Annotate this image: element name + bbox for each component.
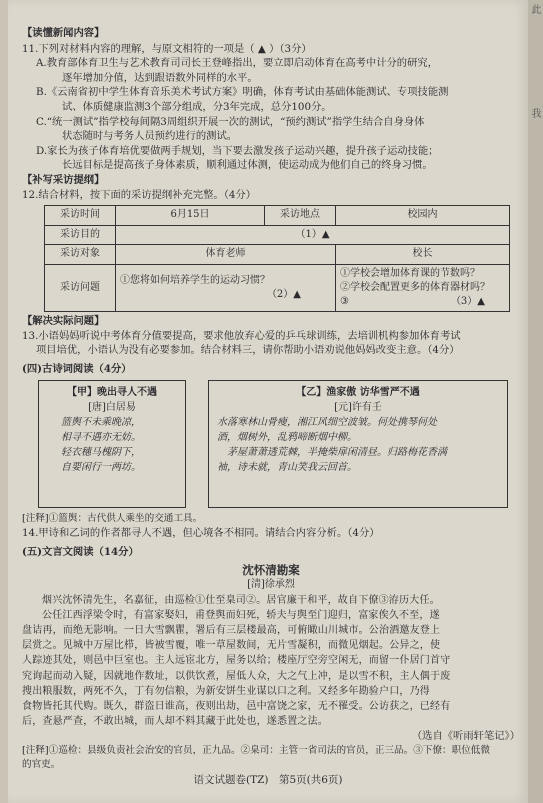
question-14: 14.甲诗和乙词的作者都寻人不遇，但心境各不相同。请结合内容分析。（4分） (22, 527, 380, 540)
option-c: C.“统一测试”指学校每间隔3周组织开展一次的测试，“预约测试”指学生结合自身身体 状态随时与考务人员预约进行的测试。 (36, 115, 425, 143)
poems-area (22, 380, 520, 512)
adjacent-page-edge: 此 我 (528, 0, 543, 803)
option-d: D.家长为孩子体育培优要做两手规划，当下要去激发孩子运动兴趣，提升孩子运动技能； 长远目标是提高孩子身体素质，顺利通过体测，使运动成为他们自己的终身习惯。 (36, 144, 439, 172)
section-solve-header: 【解决实际问题】 (22, 314, 105, 327)
option-b: B.《云南省初中学生体育音乐美术考试方案》明确，体育考试由基础体能测试、专项技能测 试、体质健康监测3个部分组成，分3年完成，总分100分。 (36, 86, 449, 113)
table-row: 采访目的 （1）▲ (45, 225, 510, 245)
table-row: 采访时间 6月15日 采访地点 校园内 (45, 206, 510, 226)
poetry-note: [注释]①篮舆：古代供人乘坐的交通工具。 (22, 513, 203, 525)
page-footer: 语文试题卷(TZ) 第5页(共6页) (193, 774, 343, 786)
poem-b-box: 【乙】渔家傲 访华雪严不遇 [元]许有壬 水落寒林山骨瘦，湘江风细空波皱。何处携琴何处 酒，烟树外，乱鸦啼断烟中柳。 茅屋萧萧透荒棘，半掩柴扉闲清昼。归路梅花香满 袖，诗未就，青山笑我云回首。 (208, 380, 508, 508)
question-13: 13.小语妈妈听说中考体育分值要提高，要求他放弃心爱的乒乓球训练，去培训机构参加体育考试 项目培优，小语认为没有必要参加。结合材料三，请你帮助小语劝说他妈妈改变主意。（4分） (22, 329, 461, 357)
poem-a-box: 【甲】晚出寻人不遇 [唐]白居易 篮舆不未乘晚凉， 相寻不遇亦无妨。 轻衣穗马槐阴下， 自要闲行一两坊。 (38, 380, 186, 508)
essay-author: [清]徐承烈 (247, 579, 295, 591)
essay-title: 沈怀清勘案 (242, 563, 300, 578)
page-content (22, 26, 520, 772)
question-11: 11.下列对材料内容的理解，与原文相符的一项是（ ▲ ）（3分） (22, 42, 312, 55)
interview-outline-table (44, 205, 510, 312)
table-row: 采访问题 ①您将如何培养学生的运动习惯？ （2）▲ ①学校会增加体育课的节数吗？ ②学校会配置更多的体育器材吗？ ③ （3）▲ (45, 264, 510, 311)
essay-note: [注释]①巡检：县级负责社会治安的官员，正九品。②臬司：主管一省司法的官员，正三品。③下僚：职位低微 的官吏。 (22, 745, 490, 771)
option-a: A.教育部体育卫生与艺术教育司司长王登峰指出，要立即启动体育在高考中计分的研究， 逐年增加分值，达到跟语数外同样的水平。 (36, 57, 438, 84)
section-read-header: 【读懂新闻内容】 (22, 27, 105, 39)
section-classical-header: (五)文言文阅读（14分） (22, 545, 139, 558)
essay-source: （选自《听雨轩笔记》） (411, 730, 520, 743)
section-interview-header: 【补写采访提纲】 (22, 173, 105, 186)
essay-text: 烟兴沈怀清先生，名嘉征，由巡检①仕至臬司②。居官廉干和平，故自下僚③洊历大任。 公任江西浮梁令时，有富家娶妇，甫登舆而妇死，轿夫与舆至门迎归，富家俟久不至，遂 盘诘再，而绝无影响。一日大雪飘瞿，署后有三层楼最高，可俯瞰山川城市。公治酒邀友登上 层赏之。见城中万屋比栉，皆被雪覆，唯一草屋数间，无片雪凝积，而微见烟起。公异之，使 人踪迹其处，则邑中巨室也。主人远宦北方，屋务以给；楼座厅空旁空闲无，而留一仆居门首守 究询起而动入疑，因就地作数址，以供饮煮，屋低人众，大之气上冲，是以雪不积，主人偶于废 搜出粮服数，两死不久，丁有勿信粮，为新安饼生业谋以口之利。又经多年勘验户口，乃得 食物皆托其代购。既久，群盗日谁高，夜则出劫，邑中富饶之家，无不罹受。公访获之，已经有 后，查悬严查，不敢出城，而人却不料其藏于此处也，遂悉置之法。 (22, 594, 451, 728)
exam-page (8, 0, 528, 803)
question-12: 12.结合材料，按下面的采访提纲补充完整。（4分） (22, 188, 257, 201)
section-poetry-header: (四)古诗词阅读（4分） (22, 362, 132, 375)
table-row: 采访对象 体育老师 校长 (45, 245, 510, 265)
